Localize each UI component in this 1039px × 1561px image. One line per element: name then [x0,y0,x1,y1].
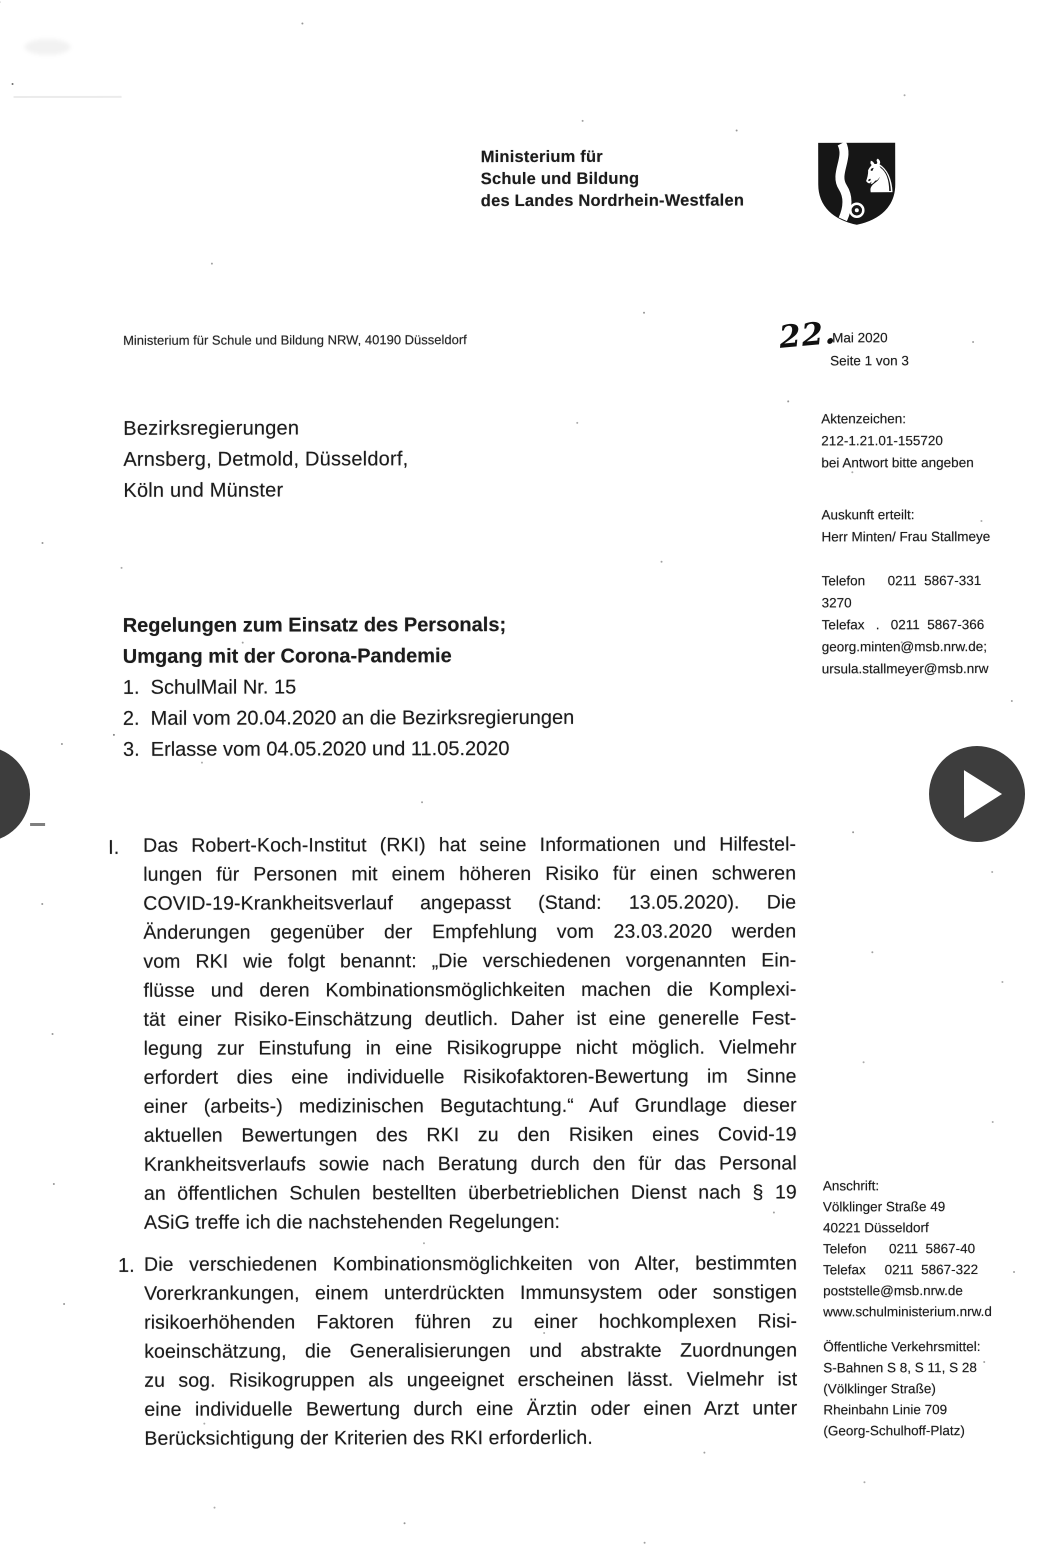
section-marker: I. [108,836,120,859]
text-line: 212-1.21.01-155720 [821,433,943,449]
subject-line-1: Regelungen zum Einsatz des Personals; [122,614,507,637]
text-line: tät einer Risiko-Einschätzung deutlich. Daher ist eine generelle Fest- [143,1007,797,1031]
text-line: Völklinger Straße 49 [822,1199,946,1215]
text-line: erfordert dies eine individuelle Risikofaktoren-Bewertung im Sinne [143,1065,797,1089]
contact-info-header [821,504,1036,548]
scan-streak [14,96,122,98]
subject-ref-list [123,672,575,766]
text-line: 1. SchulMail Nr. 15 [122,676,297,699]
text-line: legung zur Einstufung in eine Risikogruppe nicht möglich. Vielmehr [143,1036,797,1060]
text-line: Telefon 0211 5867-40 [822,1241,976,1257]
text-line: Rheinbahn Linie 709 [823,1402,948,1418]
text-line: koeinschätzung, die Generalisierungen und abstrakte Zuordnungen [144,1339,798,1363]
margin-mark [30,823,45,826]
public-transport-block [823,1336,1039,1441]
text-line: lungen für Personen mit einem höheren Risiko für einen schweren [143,862,797,886]
text-line: vom RKI wie folgt benannt: „Die verschiedenen vorgenannten Ein- [143,949,797,973]
text-line: Das Robert-Koch-Institut (RKI) hat seine Informationen und Hilfestel- [143,833,797,857]
text-line: einer (arbeits-) medizinischen Begutachtung.“ Auf Grundlage dieser [143,1094,797,1118]
text-line: Krankheitsverlaufs sowie nach Beratung durch den für das Personal [143,1152,797,1176]
text-line: COVID-19-Krankheitsverlauf angepasst (Stand: 13.05.2020). Die [143,891,797,915]
contact-names: Herr Minten/ Frau Stallmeye [821,529,991,545]
previous-page-button[interactable] [0,746,30,842]
text-line: poststelle@msb.nrw.de [823,1283,963,1299]
text-line: 2. Mail vom 20.04.2020 an die Bezirksregierungen [122,706,575,730]
ministry-address-block [823,1175,1039,1322]
text-line: an öffentlichen Schulen bestellten überbetrieblichen Dienst nach § 19 [143,1181,797,1205]
text-line: 3. Erlasse vom 04.05.2020 und 11.05.2020 [122,738,510,761]
body-paragraph-item-1 [144,1252,797,1456]
text-line: (Völklinger Straße) [823,1381,936,1397]
text-line: Köln und Münster [123,479,284,502]
text-line: 40221 Düsseldorf [822,1220,929,1236]
sender-return-address: Ministerium für Schule und Bildung NRW, 40190 Düsseldorf [123,332,467,348]
recipient-address [123,413,408,507]
text-line: Arnsberg, Detmold, Düsseldorf, [123,448,409,471]
next-page-button[interactable] [929,746,1025,842]
page-number-info: Seite 1 von 3 [830,353,909,369]
text-line: Aktenzeichen: [821,411,907,427]
text-line: Anschrift: [822,1178,880,1194]
text-line: bei Antwort bitte angeben [821,455,974,471]
contact-title: Auskunft erteilt: [821,507,915,523]
handwritten-date-day: 22. [777,314,838,356]
subject-block [123,610,575,766]
text-line: flüsse und deren Kombinationsmöglichkeiten machen die Komplexi- [143,978,797,1002]
text-line: Bezirksregierungen [123,417,300,440]
text-line: S-Bahnen S 8, S 11, S 28 [823,1360,977,1376]
file-reference-block [821,408,974,474]
text-line: des Landes Nordrhein-Westfalen [480,191,745,211]
subject-line-2: Umgang mit der Corona-Pandemie [122,645,452,668]
text-line: Die verschiedenen Kombinationsmöglichkeiten von Alter, bestimmten [143,1252,798,1276]
text-line: 3270 [821,595,852,611]
contact-phone-email-block [822,570,1037,680]
text-line: www.schulministerium.nrw.d [823,1304,992,1320]
text-line: Vorerkrankungen, einem unterdrückten Immunsystem oder sonstigen [144,1281,798,1305]
text-line: Ministerium für [480,147,603,167]
text-line: Berücksichtigung der Kriterien des RKI erforderlich. [144,1426,593,1450]
text-line: risikoerhöhenden Faktoren führen zu einer hochkomplexen Risi- [144,1310,798,1334]
ministry-letterhead [481,146,744,213]
text-line: zu sog. Risikogruppen als ungeeignet erscheinen lässt. Vielmehr ist [144,1368,798,1392]
text-line: (Georg-Schulhoff-Platz) [823,1423,965,1439]
scan-smudge [24,39,70,55]
body-paragraph-section-1 [143,833,797,1240]
play-arrow-right-icon [964,770,1002,818]
nrw-coat-of-arms-icon [815,140,899,226]
list-item-1-marker: 1. [117,1254,135,1277]
text-line: eine individuelle Bewertung durch eine Ärztin oder einen Arzt unter [144,1397,798,1421]
text-line: Telefax 0211 5867-322 [823,1262,979,1278]
text-line: Öffentliche Verkehrsmittel: [823,1339,981,1355]
text-line: georg.minten@msb.nrw.de; [821,639,988,655]
svg-text:♞: ♞ [858,149,899,204]
text-line: Schule und Bildung [480,169,640,189]
text-line: aktuellen Bewertungen des RKI zu den Risiken eines Covid-19 [143,1123,797,1147]
text-line: ASiG treffe ich die nachstehenden Regelungen: [143,1210,561,1234]
date-month-year: Mai 2020 [832,330,888,346]
text-line: Änderungen gegenüber der Empfehlung vom 23.03.2020 werden [143,920,797,944]
text-line: Telefax . 0211 5867-366 [821,617,985,633]
text-line: ursula.stallmeyer@msb.nrw [821,661,989,677]
text-line: Telefon 0211 5867-331 [821,573,982,589]
